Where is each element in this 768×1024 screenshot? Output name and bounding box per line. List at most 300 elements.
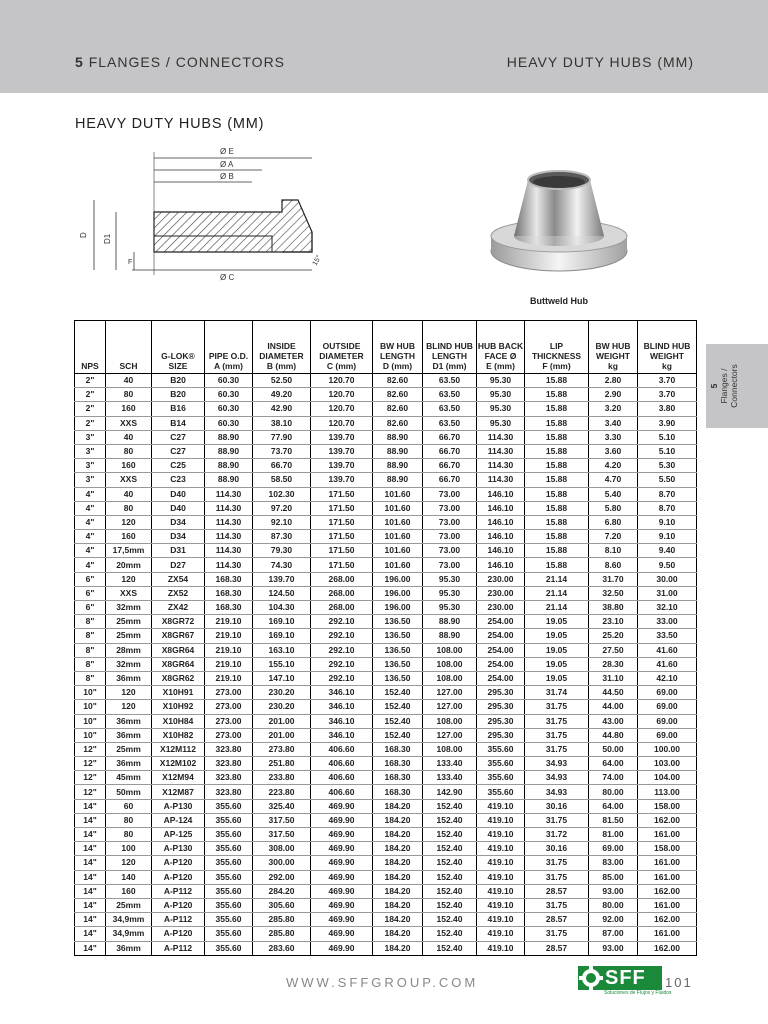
table-cell: 30.16: [525, 842, 589, 856]
side-tab-line1: Flanges /: [719, 368, 729, 404]
table-cell: 5.10: [638, 430, 697, 444]
table-cell: 308.00: [253, 842, 311, 856]
table-row: [75, 771, 697, 785]
table-cell: D34: [152, 515, 205, 529]
table-cell: 10": [75, 700, 106, 714]
table-cell: 66.70: [423, 430, 477, 444]
table-cell: 31.75: [525, 898, 589, 912]
table-cell: 25mm: [106, 898, 152, 912]
footer-url[interactable]: WWW.SFFGROUP.COM: [286, 975, 479, 990]
table-cell: 64.00: [589, 799, 638, 813]
table-cell: 355.60: [205, 842, 253, 856]
table-cell: 21.14: [525, 572, 589, 586]
table-cell: 355.60: [205, 813, 253, 827]
table-row: [75, 615, 697, 629]
table-cell: 162.00: [638, 941, 697, 955]
table-cell: X10H84: [152, 714, 205, 728]
table-cell: 36mm: [106, 728, 152, 742]
table-cell: 114.30: [205, 501, 253, 515]
table-cell: 12": [75, 785, 106, 799]
label-d: D: [79, 232, 88, 238]
table-cell: 42.10: [638, 671, 697, 685]
table-cell: 87.30: [253, 530, 311, 544]
table-cell: 168.30: [373, 771, 423, 785]
table-cell: 355.60: [205, 884, 253, 898]
table-cell: 14": [75, 870, 106, 884]
table-cell: 120: [106, 700, 152, 714]
table-row: [75, 416, 697, 430]
table-cell: 355.60: [477, 785, 525, 799]
column-header-title: PIPE O.D.: [208, 351, 249, 361]
table-cell: 152.40: [423, 884, 477, 898]
table-cell: 6": [75, 572, 106, 586]
table-cell: 40: [106, 430, 152, 444]
table-cell: 355.60: [205, 927, 253, 941]
table-cell: 254.00: [477, 629, 525, 643]
table-cell: 419.10: [477, 884, 525, 898]
table-cell: 114.30: [205, 544, 253, 558]
table-cell: 158.00: [638, 842, 697, 856]
table-cell: 20mm: [106, 558, 152, 572]
table-row: [75, 856, 697, 870]
table-cell: 120.70: [311, 374, 373, 388]
table-cell: 196.00: [373, 601, 423, 615]
table-cell: 124.50: [253, 586, 311, 600]
table-cell: 114.30: [477, 459, 525, 473]
table-cell: 162.00: [638, 813, 697, 827]
table-cell: 63.50: [423, 402, 477, 416]
table-cell: A-P112: [152, 884, 205, 898]
table-cell: A-P130: [152, 842, 205, 856]
table-cell: 80: [106, 444, 152, 458]
table-cell: 31.75: [525, 870, 589, 884]
table-cell: 161.00: [638, 898, 697, 912]
table-cell: 31.75: [525, 813, 589, 827]
table-cell: 8.60: [589, 558, 638, 572]
table-cell: 3.40: [589, 416, 638, 430]
table-cell: 81.50: [589, 813, 638, 827]
table-cell: 88.90: [423, 629, 477, 643]
table-cell: 285.80: [253, 927, 311, 941]
table-cell: 36mm: [106, 941, 152, 955]
table-cell: X8GR64: [152, 643, 205, 657]
table-cell: 406.60: [311, 757, 373, 771]
table-cell: 273.00: [205, 686, 253, 700]
table-cell: A-P120: [152, 898, 205, 912]
table-cell: 80: [106, 813, 152, 827]
table-cell: 33.00: [638, 615, 697, 629]
table-cell: 295.30: [477, 686, 525, 700]
column-header-unit: NPS: [81, 361, 99, 371]
table-cell: 66.70: [423, 444, 477, 458]
table-cell: 219.10: [205, 629, 253, 643]
label-f: F: [128, 259, 133, 266]
table-cell: 19.05: [525, 629, 589, 643]
table-cell: 15.88: [525, 558, 589, 572]
table-cell: 60.30: [205, 374, 253, 388]
table-cell: 100: [106, 842, 152, 856]
table-cell: 295.30: [477, 700, 525, 714]
table-cell: 31.75: [525, 927, 589, 941]
table-cell: B20: [152, 374, 205, 388]
table-cell: 97.20: [253, 501, 311, 515]
table-cell: 230.20: [253, 686, 311, 700]
column-header-title: BLIND HUB LENGTH: [426, 341, 473, 361]
table-cell: ZX42: [152, 601, 205, 615]
table-cell: 273.80: [253, 742, 311, 756]
hub-technical-drawing: [72, 140, 362, 290]
table-cell: 60.30: [205, 388, 253, 402]
table-cell: 146.10: [477, 515, 525, 529]
table-cell: 63.50: [423, 416, 477, 430]
table-cell: 5.80: [589, 501, 638, 515]
table-cell: 152.40: [373, 700, 423, 714]
table-cell: 136.50: [373, 657, 423, 671]
table-cell: 8": [75, 629, 106, 643]
table-cell: 169.10: [253, 615, 311, 629]
table-cell: 292.10: [311, 615, 373, 629]
column-header: [423, 321, 477, 374]
table-cell: 163.10: [253, 643, 311, 657]
table-cell: 74.00: [589, 771, 638, 785]
column-header-unit: D1 (mm): [432, 361, 467, 371]
table-cell: 292.10: [311, 657, 373, 671]
table-cell: 355.60: [205, 898, 253, 912]
table-cell: 82.60: [373, 416, 423, 430]
table-cell: 73.00: [423, 558, 477, 572]
table-row: [75, 842, 697, 856]
table-cell: 219.10: [205, 657, 253, 671]
table-cell: XXS: [106, 416, 152, 430]
table-cell: 201.00: [253, 714, 311, 728]
column-header: [152, 321, 205, 374]
table-cell: 171.50: [311, 515, 373, 529]
table-cell: 30.00: [638, 572, 697, 586]
table-cell: 95.30: [423, 586, 477, 600]
table-cell: 254.00: [477, 657, 525, 671]
table-cell: 171.50: [311, 544, 373, 558]
table-cell: 406.60: [311, 742, 373, 756]
table-row: [75, 402, 697, 416]
table-cell: 2.90: [589, 388, 638, 402]
table-row: [75, 913, 697, 927]
table-cell: 355.60: [477, 757, 525, 771]
table-cell: 114.30: [205, 530, 253, 544]
table-cell: 74.30: [253, 558, 311, 572]
table-cell: D27: [152, 558, 205, 572]
table-cell: 15.88: [525, 544, 589, 558]
column-header: [638, 321, 697, 374]
table-cell: 419.10: [477, 799, 525, 813]
table-cell: 230.00: [477, 586, 525, 600]
table-cell: 273.00: [205, 700, 253, 714]
column-header-unit: F (mm): [542, 361, 571, 371]
table-row: [75, 374, 697, 388]
table-cell: 161.00: [638, 828, 697, 842]
table-cell: 233.80: [253, 771, 311, 785]
table-row: [75, 515, 697, 529]
table-cell: 30.16: [525, 799, 589, 813]
table-cell: 161.00: [638, 870, 697, 884]
table-row: [75, 671, 697, 685]
table-cell: 136.50: [373, 643, 423, 657]
column-header-unit: kg: [608, 361, 618, 371]
table-cell: 45mm: [106, 771, 152, 785]
table-cell: A-P130: [152, 799, 205, 813]
table-cell: 4.20: [589, 459, 638, 473]
table-cell: 292.00: [253, 870, 311, 884]
table-row: [75, 757, 697, 771]
table-cell: 152.40: [423, 813, 477, 827]
table-row: [75, 828, 697, 842]
table-cell: 136.50: [373, 615, 423, 629]
table-row: [75, 927, 697, 941]
table-cell: 8": [75, 671, 106, 685]
table-cell: 114.30: [477, 444, 525, 458]
table-cell: 161.00: [638, 856, 697, 870]
column-header-title: HUB BACK FACE Ø: [477, 341, 524, 361]
table-cell: 152.40: [373, 728, 423, 742]
table-cell: 92.10: [253, 515, 311, 529]
table-cell: 469.90: [311, 799, 373, 813]
table-cell: 146.10: [477, 487, 525, 501]
table-cell: 162.00: [638, 884, 697, 898]
table-cell: 63.50: [423, 374, 477, 388]
table-cell: 168.30: [373, 742, 423, 756]
table-cell: 3.70: [638, 374, 697, 388]
table-cell: 28.30: [589, 657, 638, 671]
table-row: [75, 813, 697, 827]
table-cell: 4": [75, 501, 106, 515]
table-cell: 31.74: [525, 686, 589, 700]
table-cell: 32.50: [589, 586, 638, 600]
table-cell: 3": [75, 430, 106, 444]
table-cell: 155.10: [253, 657, 311, 671]
table-cell: 28.57: [525, 884, 589, 898]
table-cell: 3": [75, 459, 106, 473]
column-header-title: OUTSIDE DIAMETER: [319, 341, 364, 361]
table-cell: 88.90: [205, 430, 253, 444]
table-cell: 14": [83, 942, 97, 953]
table-row: [75, 487, 697, 501]
column-header: [525, 321, 589, 374]
column-header-unit: D (mm): [382, 361, 413, 371]
table-cell: 73.70: [253, 444, 311, 458]
table-cell: 152.40: [423, 941, 477, 955]
table-cell: 273.00: [205, 714, 253, 728]
table-cell: 49.20: [253, 388, 311, 402]
table-cell: A-P120: [152, 870, 205, 884]
header-section: [75, 54, 285, 70]
table-cell: 25mm: [106, 629, 152, 643]
table-cell: 88.90: [373, 473, 423, 487]
table-cell: 66.70: [423, 459, 477, 473]
table-cell: 28mm: [106, 643, 152, 657]
table-cell: A-P120: [152, 856, 205, 870]
table-cell: X12M94: [152, 771, 205, 785]
table-cell: 21.14: [525, 601, 589, 615]
table-cell: 4": [75, 544, 106, 558]
table-cell: 36mm: [106, 757, 152, 771]
table-cell: 108.00: [423, 643, 477, 657]
table-cell: 133.40: [423, 757, 477, 771]
table-cell: 108.00: [423, 657, 477, 671]
table-cell: 419.10: [477, 813, 525, 827]
table-cell: 101.60: [373, 544, 423, 558]
table-cell: 31.75: [525, 856, 589, 870]
table-cell: 80: [106, 828, 152, 842]
table-cell: 160: [106, 884, 152, 898]
table-cell: 419.10: [477, 856, 525, 870]
table-cell: 8": [75, 643, 106, 657]
table-cell: 101.60: [373, 515, 423, 529]
header-section-number: 5: [75, 54, 84, 70]
table-cell: X8GR67: [152, 629, 205, 643]
table-row: [75, 444, 697, 458]
table-cell: 8.70: [638, 487, 697, 501]
table-cell: 8": [75, 615, 106, 629]
table-cell: 268.00: [311, 586, 373, 600]
table-cell: 223.80: [253, 785, 311, 799]
table-row: [75, 870, 697, 884]
column-header-unit: A (mm): [214, 361, 243, 371]
table-cell: 82.60: [373, 402, 423, 416]
table-cell: 184.20: [373, 913, 423, 927]
table-cell: 15.88: [525, 530, 589, 544]
table-cell: 15.88: [525, 487, 589, 501]
table-row: [75, 799, 697, 813]
table-cell: 152.40: [423, 927, 477, 941]
table-cell: 4": [75, 530, 106, 544]
table-cell: 33.50: [638, 629, 697, 643]
column-header-title: BW HUB WEIGHT: [595, 341, 631, 361]
side-tab-number: 5: [709, 383, 719, 389]
column-header-title: BW HUB LENGTH: [380, 341, 415, 361]
table-cell: 114.30: [205, 487, 253, 501]
table-cell: 469.90: [311, 941, 373, 955]
table-cell: 139.70: [311, 430, 373, 444]
table-cell: 15.88: [525, 459, 589, 473]
table-row: [75, 643, 697, 657]
table-cell: X12M102: [152, 757, 205, 771]
table-cell: 32.10: [638, 601, 697, 615]
table-cell: X8GR62: [152, 671, 205, 685]
table-cell: 9.40: [638, 544, 697, 558]
table-cell: 31.75: [525, 742, 589, 756]
table-cell: 100.00: [638, 742, 697, 756]
label-e: Ø E: [220, 147, 234, 156]
table-cell: 469.90: [311, 927, 373, 941]
table-cell: 3": [75, 473, 106, 487]
table-cell: 69.00: [638, 714, 697, 728]
label-b: Ø B: [220, 172, 234, 181]
table-cell: X10H91: [152, 686, 205, 700]
table-cell: 268.00: [311, 572, 373, 586]
side-tab-label: [709, 364, 739, 407]
table-cell: 88.90: [423, 615, 477, 629]
table-cell: 254.00: [477, 643, 525, 657]
table-cell: 355.60: [205, 870, 253, 884]
table-cell: 95.30: [477, 374, 525, 388]
table-cell: 4": [75, 487, 106, 501]
table-cell: D31: [152, 544, 205, 558]
table-cell: 19.05: [525, 671, 589, 685]
gear-icon: [578, 966, 604, 990]
table-cell: 60.30: [205, 402, 253, 416]
table-cell: 64.00: [589, 757, 638, 771]
table-cell: 3.20: [589, 402, 638, 416]
table-cell: 114.30: [477, 430, 525, 444]
table-cell: 60.30: [205, 416, 253, 430]
column-header-title: G-LOK® SIZE: [161, 351, 195, 371]
table-cell: ZX54: [152, 572, 205, 586]
table-row: [75, 601, 697, 615]
table-cell: 152.40: [423, 842, 477, 856]
table-cell: XXS: [106, 586, 152, 600]
table-cell: 230.20: [253, 700, 311, 714]
table-cell: 5.40: [589, 487, 638, 501]
table-cell: 162.00: [638, 913, 697, 927]
table-cell: 169.10: [253, 629, 311, 643]
table-cell: 15.88: [525, 374, 589, 388]
table-cell: 300.00: [253, 856, 311, 870]
column-header: [477, 321, 525, 374]
table-cell: 15.88: [525, 402, 589, 416]
table-cell: 4.70: [589, 473, 638, 487]
table-cell: 171.50: [311, 501, 373, 515]
table-cell: 31.10: [589, 671, 638, 685]
column-header: [311, 321, 373, 374]
table-cell: 95.30: [477, 402, 525, 416]
label-c: Ø C: [220, 273, 235, 282]
table-cell: 34.93: [525, 771, 589, 785]
table-cell: 323.80: [205, 771, 253, 785]
table-cell: 120.70: [311, 402, 373, 416]
table-cell: 108.00: [423, 742, 477, 756]
table-cell: 355.60: [477, 742, 525, 756]
table-cell: 4": [75, 515, 106, 529]
table-cell: 406.60: [311, 771, 373, 785]
column-header-title: BLIND HUB WEIGHT: [643, 341, 691, 361]
table-cell: 40: [106, 374, 152, 388]
table-cell: 184.20: [373, 870, 423, 884]
table-cell: 77.90: [253, 430, 311, 444]
table-cell: 15.88: [525, 501, 589, 515]
table-cell: 152.40: [373, 686, 423, 700]
table-cell: 283.60: [253, 941, 311, 955]
column-header: [106, 321, 152, 374]
table-cell: 14": [75, 884, 106, 898]
table-cell: 201.00: [253, 728, 311, 742]
table-cell: 355.60: [205, 828, 253, 842]
table-cell: 15.88: [525, 430, 589, 444]
table-cell: 3.70: [638, 388, 697, 402]
table-cell: 114.30: [477, 473, 525, 487]
table-cell: 36mm: [106, 671, 152, 685]
column-header-unit: SCH: [119, 361, 138, 371]
table-cell: 36mm: [106, 714, 152, 728]
table-cell: 8.70: [638, 501, 697, 515]
table-cell: 108.00: [423, 714, 477, 728]
table-row: [75, 501, 697, 515]
table-cell: 469.90: [311, 828, 373, 842]
table-cell: A-P112: [152, 913, 205, 927]
table-cell: 32mm: [106, 601, 152, 615]
column-header: [373, 321, 423, 374]
header-right-title: HEAVY DUTY HUBS (MM): [506, 54, 694, 70]
table-cell: 34,9mm: [106, 913, 152, 927]
table-cell: 21.14: [525, 586, 589, 600]
